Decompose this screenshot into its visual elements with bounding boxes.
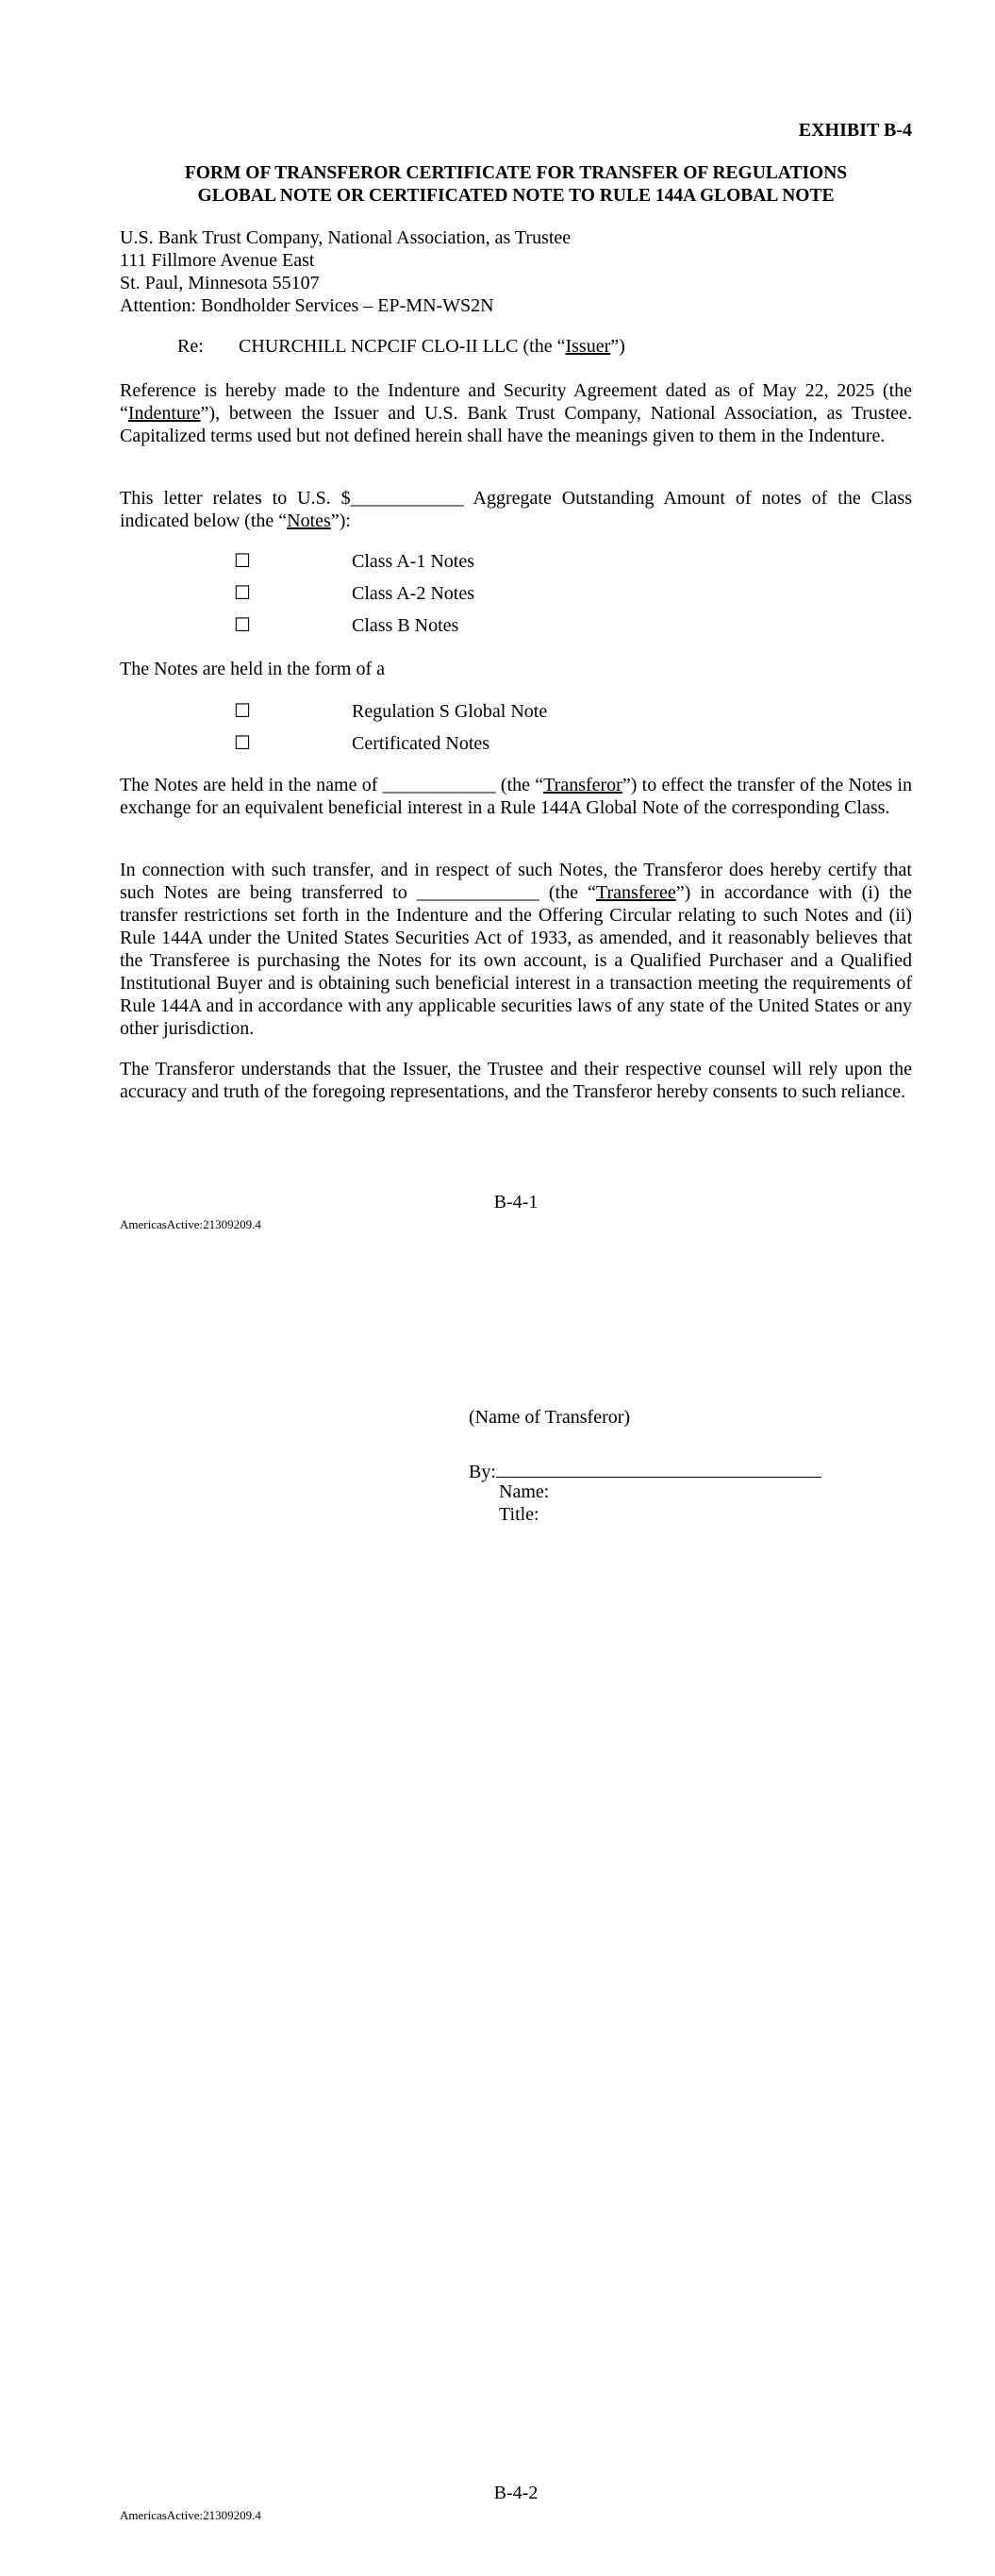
addressee-block bbox=[120, 226, 912, 317]
class-a2-checkbox[interactable]: ☐ bbox=[234, 583, 251, 604]
address-line: 111 Fillmore Avenue East bbox=[120, 250, 315, 271]
paragraph-certification bbox=[120, 859, 912, 1040]
certificated-notes-label: Certificated Notes bbox=[352, 733, 490, 754]
form-title bbox=[120, 162, 912, 208]
para1-prefix: Reference is hereby made to the Indenture and Security Agreement dated as of May 22, 2025 (the “ bbox=[120, 380, 912, 424]
form-title-line-1: FORM OF TRANSFEROR CERTIFICATE FOR TRANSFER OF REGULATIONS bbox=[184, 163, 848, 183]
para3-prefix: The Notes are held in the name of ____________ (the “ bbox=[120, 775, 544, 795]
address-line: U.S. Bank Trust Company, National Association, as Trustee bbox=[120, 227, 572, 248]
signature-line[interactable] bbox=[469, 1458, 821, 1483]
para4-suffix: ”) in accordance with (i) the transfer restrictions set forth in the Indenture and the Offering Circular relating to such Notes and (ii) Rule 144A under the United States Securities Act of 1933, as amended, and it reasonably believes that the Transferee is purchasing the Notes for its own account, is a Qualified Purchaser and a Qualified Institutional Buyer and is obtaining such beneficial interest in a transaction meeting the requirements of Rule 144A and in accordance with any applicable securities laws of any state of the United States or any other jurisdiction. bbox=[120, 882, 913, 1039]
signature-blank[interactable] bbox=[496, 1458, 821, 1478]
signatory-title-label: Title: bbox=[499, 1504, 539, 1525]
class-a2-label: Class A-2 Notes bbox=[352, 583, 474, 604]
document-footer-id: AmericasActive:21309209.4 bbox=[120, 2508, 261, 2522]
name-of-transferor-caption: (Name of Transferor) bbox=[469, 1407, 631, 1428]
defined-term-transferor: Transferor bbox=[543, 775, 622, 795]
re-label: Re: bbox=[177, 336, 204, 357]
defined-term-notes: Notes bbox=[287, 510, 331, 531]
page-number: B-4-1 bbox=[493, 1192, 539, 1213]
page-number: B-4-2 bbox=[493, 2483, 539, 2503]
regulation-s-checkbox[interactable]: ☐ bbox=[234, 701, 251, 722]
address-line: Attention: Bondholder Services – EP-MN-WS2N bbox=[120, 295, 494, 316]
para2-prefix: This letter relates to U.S. $____________ Aggregate Outstanding Amount of notes of the Class indicated below (the “ bbox=[120, 488, 912, 531]
signatory-name-label: Name: bbox=[499, 1481, 550, 1502]
defined-term-issuer: Issuer bbox=[565, 336, 611, 357]
para1-suffix: ”), between the Issuer and U.S. Bank Trust Company, National Association, as Trustee. Capitalized terms used but not defined herein shall have the meanings given to them in the Indenture. bbox=[120, 403, 912, 446]
address-line: St. Paul, Minnesota 55107 bbox=[120, 273, 320, 293]
class-a1-label: Class A-1 Notes bbox=[352, 551, 474, 572]
re-line bbox=[239, 335, 625, 358]
form-intro: The Notes are held in the form of a bbox=[120, 659, 386, 679]
re-prefix: CHURCHILL NCPCIF CLO-II LLC (the “ bbox=[239, 336, 566, 357]
re-suffix: ”) bbox=[610, 336, 625, 357]
defined-term-transferee: Transferee bbox=[595, 882, 676, 903]
defined-term-indenture: Indenture bbox=[127, 403, 201, 424]
para4-prefix: In connection with such transfer, and in respect of such Notes, the Transferor does hereby certify that such Notes are being transferred to _____________ (the “ bbox=[120, 860, 912, 903]
certificated-notes-checkbox[interactable]: ☐ bbox=[234, 733, 251, 754]
class-b-checkbox[interactable]: ☐ bbox=[234, 615, 251, 636]
paragraph-reliance: The Transferor understands that the Issuer, the Trustee and their respective counsel will rely upon the accuracy and truth of the foregoing representations, and the Transferor hereby consents to such reliance. bbox=[120, 1059, 912, 1102]
exhibit-label: EXHIBIT B-4 bbox=[798, 120, 912, 141]
para2-suffix: ”): bbox=[330, 510, 351, 531]
document-footer-id: AmericasActive:21309209.4 bbox=[120, 1217, 261, 1231]
paragraph-letter-relates bbox=[120, 487, 912, 532]
form-title-line-2: GLOBAL NOTE OR CERTIFICATED NOTE TO RULE 144A GLOBAL NOTE bbox=[197, 186, 835, 206]
paragraph-transferor bbox=[120, 774, 912, 819]
para3-suffix: ”) to effect the transfer of the Notes in exchange for an equivalent beneficial interest in a Rule 144A Global Note of the corresponding Class. bbox=[120, 775, 912, 818]
class-b-label: Class B Notes bbox=[352, 615, 459, 636]
class-a1-checkbox[interactable]: ☐ bbox=[234, 551, 251, 572]
regulation-s-label: Regulation S Global Note bbox=[352, 701, 548, 722]
by-label: By: bbox=[469, 1462, 496, 1482]
paragraph-reference bbox=[120, 379, 912, 447]
